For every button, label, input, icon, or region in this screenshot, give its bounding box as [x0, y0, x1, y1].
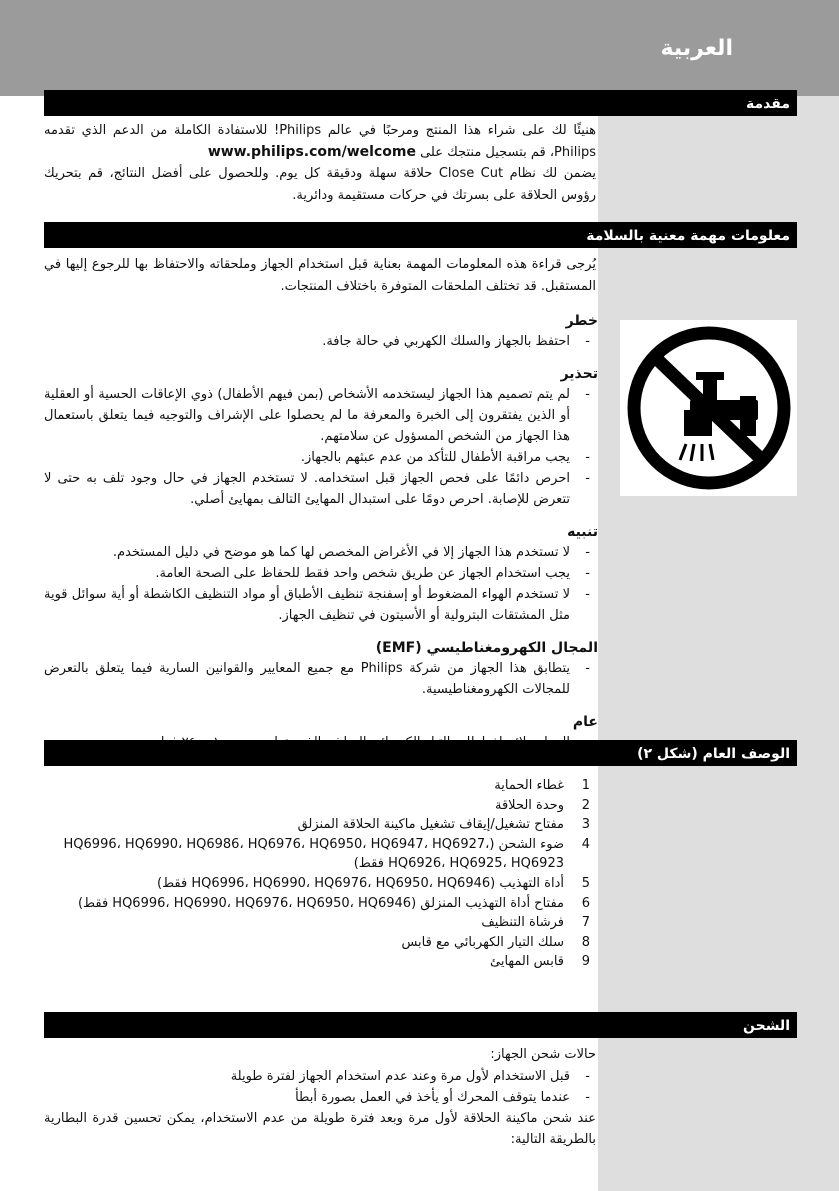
language-title: العربية — [660, 36, 733, 61]
list-item: 2 وحدة الحلاقة — [495, 797, 590, 813]
list-item: 4 ضوء الشحن (HQ6996، HQ6990، HQ6986، HQ6976، HQ6950، HQ6947، HQ6927، HQ6926، HQ6925، HQ6923 فقط) — [63, 836, 590, 872]
list-item: - احتفظ بالجهاز والسلك الكهربي في حالة جافة. — [44, 331, 598, 352]
list-item: - قبل الاستخدام لأول مرة وعند عدم استخدام الجهاز لفترة طويلة — [44, 1066, 598, 1087]
warning-heading: تحذير — [560, 366, 598, 382]
list-item: - احرص دائمًا على فحص الجهاز قبل استخدامه. لا تستخدم الجهاز في حال وجود تلف به حتى لا تتعرض للإصابة. احرص دومًا على استبدال المهايئ التالف بمهايئ أصلي. — [44, 468, 598, 510]
safety-intro: يُرجى قراءة هذه المعلومات المهمة بعناية قبل استخدام الجهاز وملحقاته والاحتفاظ بها للرجوع إليها في المستقبل. قد تختلف الملحقات المتوفرة باختلاف المنتجات. — [44, 257, 596, 294]
danger-heading: خطر — [565, 313, 598, 329]
list-item: - لا تستخدم الهواء المضغوط أو إسفنجة تنظيف الأطباق أو مواد التنظيف الكاشطة أو أية سوائل قوية مثل المشتقات البترولية أو الأسيتون في تنظيف الجهاز. — [44, 584, 598, 626]
caution-heading: تنبيه — [567, 524, 598, 540]
list-item: 1 غطاء الحماية — [494, 778, 590, 793]
list-item: 3 مفتاح تشغيل/إيقاف تشغيل ماكينة الحلاقة المنزلق — [297, 817, 590, 833]
list-item: - يجب استخدام الجهاز عن طريق شخص واحد فقط للحفاظ على الصحة العامة. — [44, 563, 598, 584]
no-water-icon — [620, 320, 797, 496]
section-title-description: الوصف العام (شكل ٢) — [44, 740, 797, 766]
safety-section — [44, 254, 598, 753]
list-item: 8 سلك التيار الكهربائي مع قابس — [401, 934, 590, 950]
caution-list — [44, 542, 598, 626]
section-title-charging: الشحن — [44, 1012, 797, 1038]
list-item: 5 أداة التهذيب (HQ6996، HQ6990، HQ6976، HQ6950، HQ6946 فقط) — [157, 875, 590, 891]
list-item: 7 فرشاة التنظيف — [481, 915, 590, 931]
charging-section — [44, 1044, 598, 1151]
list-item: - عندما يتوقف المحرك أو يأخذ في العمل بصورة أبطأ — [44, 1087, 598, 1108]
intro-text-2: يضمن لك نظام Close Cut حلاقة سهلة ودقيقة كل يوم. وللحصول على أفضل النتائج، قم بتحريك رؤوس الحلاقة على بسرتك في حركات مستقيمة ودائرية. — [44, 166, 596, 203]
section-title-intro-abs: مقدمة — [44, 90, 797, 116]
intro-text-1: هنيئًا لك على شراء هذا المنتج ومرحبًا في عالم Philips! للاستفادة الكاملة من الدعم الذي تقدمه Philips، قم بتسجيل منتجك على — [44, 123, 596, 160]
warning-illustration — [620, 320, 797, 496]
warning-list — [44, 384, 598, 510]
list-item: 9 قابس المهايئ — [490, 954, 590, 970]
emf-heading: المجال الكهرومغناطيسي (EMF) — [375, 640, 598, 656]
list-item: - لا تستخدم هذا الجهاز إلا في الأغراض المخصص لها كما هو موضح في دليل المستخدم. — [44, 542, 598, 563]
general-heading: عام — [572, 714, 598, 730]
list-item: - يتطابق هذا الجهاز من شركة Philips مع جميع المعايير والقوانين السارية فيما يتعلق بالتعرض للمجالات الكهرومغناطيسية. — [44, 658, 598, 700]
emf-list — [44, 658, 598, 700]
intro-url: www.philips.com/welcome — [207, 143, 416, 160]
list-item: - يجب مراقبة الأطفال للتأكد من عدم عبثهم بالجهاز. — [44, 447, 598, 468]
list-item: - لم يتم تصميم هذا الجهاز ليستخدمه الأشخاص (بمن فيهم الأطفال) ذوي الإعاقات الحسية أو العقلية أو الذين يفتقرون إلى الخبرة والمعرفة ما لم يحصلوا على الإشراف والتوجيه فيما يتعلق باستعمال هذا الجهاز من الشخص المسؤول عن سلامتهم. — [44, 384, 598, 447]
list-item: 6 مفتاح أداة التهذيب المنزلق (HQ6996، HQ6990، HQ6976، HQ6950، HQ6946 فقط) — [77, 895, 590, 911]
charging-list — [44, 1066, 598, 1108]
charging-outro: عند شحن ماكينة الحلاقة لأول مرة وبعد فترة طويلة من عدم الاستخدام، يمكن تحسين قدرة البطارية بالطريقة التالية: — [44, 1110, 596, 1147]
charging-intro: حالات شحن الجهاز: — [490, 1047, 596, 1062]
section-title-safety: معلومات مهمة معنية بالسلامة — [44, 222, 797, 248]
description-section — [44, 776, 598, 972]
intro-section — [44, 120, 598, 206]
danger-list — [44, 331, 598, 352]
header-band — [0, 0, 839, 96]
parts-list — [44, 776, 598, 972]
